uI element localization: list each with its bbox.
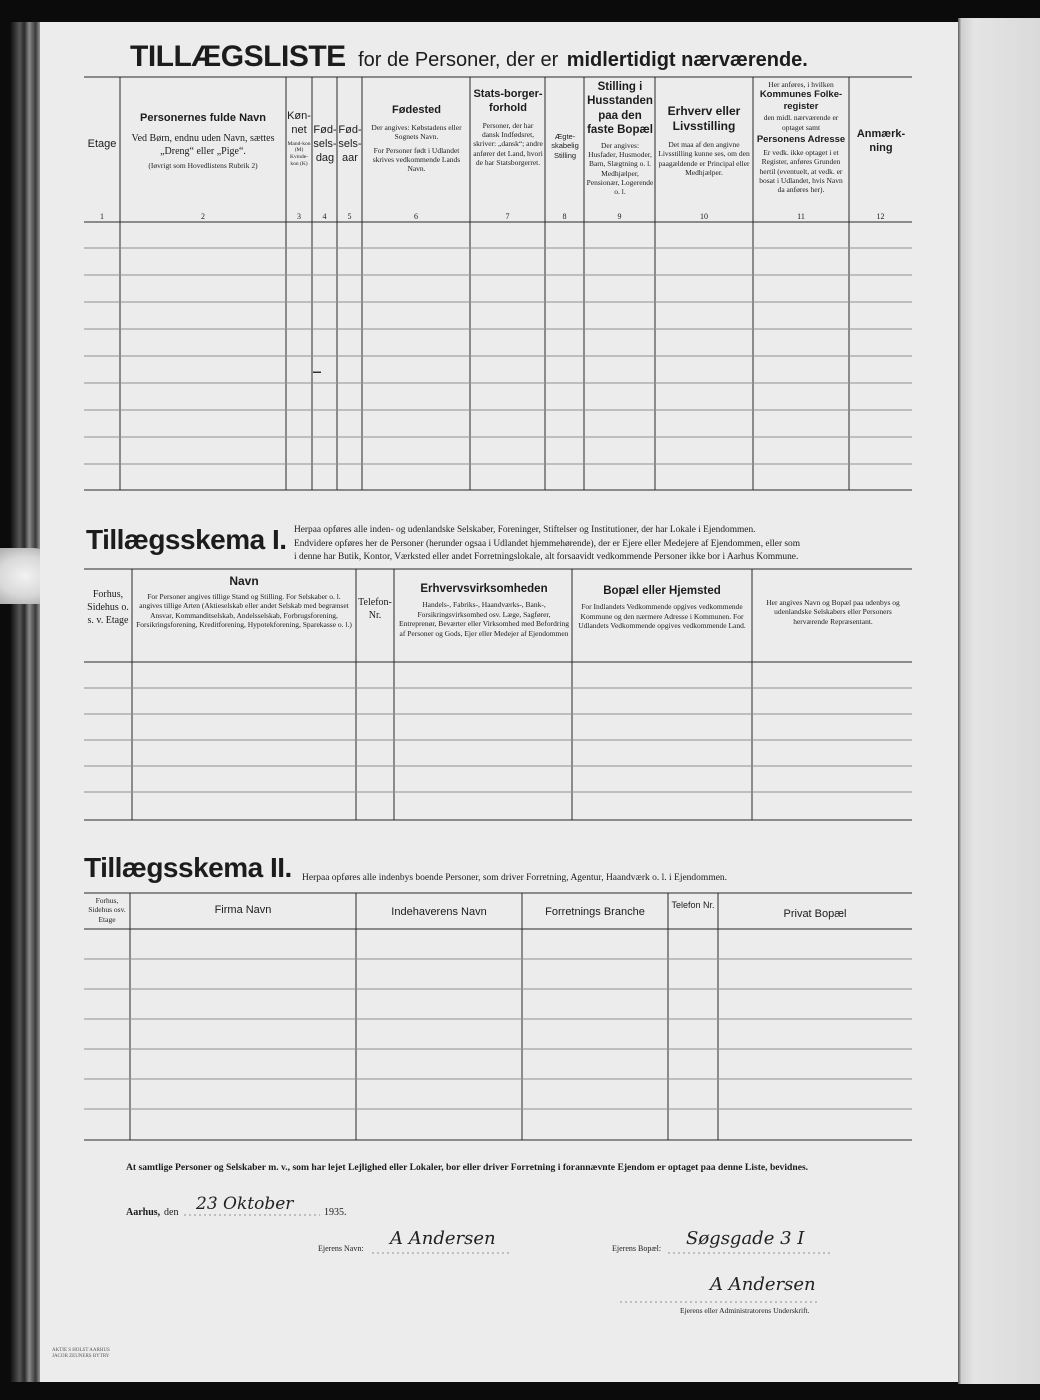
col-address-label: Personens Adresse: [756, 133, 846, 145]
form-grid-lines: [40, 22, 958, 1382]
col-citizenship-note: Personer, der har dansk Indfødsret, skriver: „dansk“; andre anfører det Land, hvori de har Statsborgerret.: [473, 120, 543, 167]
schema1-col-business-label: Erhvervsvirksomheden: [420, 583, 548, 595]
schema1-col-business: [398, 582, 570, 638]
col-num-10: 10: [700, 212, 708, 221]
schema2-col-etage: Forhus, Sidehus osv. Etage: [88, 896, 126, 924]
col-household-note: Der angives: Husfader, Husmoder, Barn, Slægtning o. l. Medhjælper, Pensionær, Logerende o. l.: [586, 140, 654, 197]
printer-mark: AKTIE S HOLST AARHUS JACOB ZEUNERS BYTRY: [52, 1348, 110, 1359]
col-num-9: 9: [617, 212, 622, 221]
col-address-header: [755, 80, 847, 195]
col-address-note: Er vedk. ikke optaget i et Register, anføres Grunden hertil (eventuelt, at vedk. er bosat i Udlandet, hvis Navn da anføres her).: [759, 147, 843, 195]
col-address-label-top: Kommunes Folke-register: [759, 89, 843, 113]
schema2-description: Herpaa opføres alle indenbys boende Personer, som driver Forretning, Agentur, Haandværk o. l. i Ejendommen.: [302, 873, 728, 883]
schema2-col-phone: Telefon Nr.: [671, 900, 715, 910]
col-num-7: 7: [505, 212, 510, 221]
col-birthplace-note: Der angives: Købstadens eller Sognets Navn.: [371, 122, 462, 142]
col-num-11: 11: [797, 212, 805, 221]
schema2-title: [84, 852, 292, 884]
schema1-col-name: [136, 574, 352, 630]
col-num-2: 2: [201, 212, 205, 221]
footer-den: den: [164, 1207, 179, 1218]
schema1-col-etage: Forhus, Sidehus o. s. v. Etage: [87, 589, 129, 626]
footer-signature-handwritten: A Andersen: [710, 1274, 816, 1295]
col-occupation-note: Det maa af den angivne Livsstilling kunne ses, om den paagældende er Principal eller Medhjælper.: [658, 140, 750, 178]
title-main: TILLÆGSLISTE: [130, 40, 346, 73]
col-birthday-header: Fød-sels-dag: [313, 124, 337, 164]
col-name-note2: (Iøvrigt som Hovedlistens Rubrik 2): [148, 160, 258, 170]
col-occupation-label: Erhverv eller Livsstilling: [667, 104, 741, 133]
col-birthplace-header: [365, 104, 468, 174]
schema2-col-private-address: Privat Bopæl: [783, 908, 847, 920]
col-num-8: 8: [562, 212, 567, 221]
footer-statement: At samtlige Personer og Selskaber m. v., som har lejet Lejlighed eller Lokaler, bor eller driver Forretning i forannævnte Ejendom er optaget paa denne Liste, bevidnes.: [126, 1162, 809, 1173]
col-address-note-top: Her anføres, i hvilken: [768, 80, 834, 89]
schema1-col-residence-note: For Indlandets Vedkommende opgives vedkommende Kommune og den nærmere Adresse i Kommunen. For Udlandets Vedkommende opgives vedkommende Land.: [578, 602, 746, 631]
form-page: [40, 22, 958, 1382]
schema1-desc-line1: Herpaa opføres alle inden- og udenlandske Selskaber, Foreninger, Stiftelser og Institutioner, der har Lokale i Ejendommen.: [294, 525, 756, 535]
right-page-edge: [958, 18, 1040, 1384]
col-household-label: Stilling i Husstanden paa den faste Bopæl: [587, 81, 653, 137]
col-num-5: 5: [347, 212, 352, 221]
schema1-title: [86, 524, 287, 556]
schema2-col-owner: Indehaverens Navn: [391, 906, 487, 918]
col-gender-note: Mand-kon (M) Kvinde-kon (K): [287, 140, 311, 168]
schema1-description: [294, 524, 914, 565]
footer-date-handwritten: 23 Oktober: [196, 1194, 294, 1214]
col-occupation-header: [658, 104, 750, 178]
schema2-col-firm: Firma Navn: [214, 904, 272, 916]
col-citizenship-header: [473, 88, 543, 167]
schema1-col-residence-label: Bopæl eller Hjemsted: [603, 585, 721, 597]
col-remarks-header: Anmærk-ning: [856, 128, 906, 154]
footer-city: Aarhus,: [126, 1207, 161, 1218]
col-household-header: [586, 80, 654, 197]
col-citizenship-label: Stats-borger-forhold: [473, 88, 543, 114]
col-birthplace-label: Fødested: [392, 104, 441, 116]
footer-owner-name-label: Ejerens Navn:: [318, 1244, 364, 1253]
book-spine: [10, 22, 42, 1382]
schema1-col-residence: [576, 584, 748, 631]
schema1-desc-line3: i denne har Butik, Kontor, Værksted eller andet Forretningslokale, alt forsaavidt vedkommende Personer ikke bor i Aarhus Kommune.: [294, 552, 799, 563]
schema1-col-name-note: For Personer angives tillige Stand og Stilling. For Selskaber o. l. angives tillige Arten (Aktieselskab eller andet Selskab med begrænset Ansvar, Kommanditselskab, Andelsselskab, Forbrugsforening, Forsikringsforening, Kreditforening, Hypotekforening, Sparekasse o. l.): [136, 592, 352, 630]
schema1-title-text: Tillægsskema I.: [86, 524, 287, 555]
schema1-col-business-note: Handels-, Fabriks-, Haandværks-, Bank-, Forsikringsvirksomhed osv. Læge, Sagfører, Entreprenør, Beværter eller Virksomhed med Befordring af Personer og Gods, Ejer eller Medejer af Ejendommen: [399, 600, 569, 638]
col-num-1: 1: [100, 212, 104, 221]
title-sub-a: for de Personer, der er: [358, 49, 559, 71]
footer-signature-label: Ejerens eller Administratorens Underskrift.: [680, 1306, 810, 1315]
col-name-header: [122, 112, 284, 170]
col-num-3: 3: [297, 212, 301, 221]
col-etage-header: Etage: [87, 138, 117, 150]
col-birthyear-header: Fød-sels-aar: [338, 124, 362, 164]
footer-owner-name-handwritten: A Andersen: [390, 1228, 496, 1249]
schema1-desc-line2: Endvidere opføres her de Personer (herunder ogsaa i Udlandet hjemmehørende), der er Ejere eller Medejere af Ejendommen, eller som: [294, 538, 801, 549]
footer-owner-address-handwritten: Søgsgade 3 I: [686, 1228, 805, 1249]
schema1-col-representative-note: Her angives Navn og Bopæl paa udenbys og udenlandske Selskabers eller Personers herværende Repræsentant.: [766, 598, 900, 626]
col-num-12: 12: [876, 212, 885, 221]
footer-owner-address-label: Ejerens Bopæl:: [612, 1244, 662, 1253]
schema1-col-phone: Telefon-Nr.: [358, 597, 392, 621]
schema2-col-branch: Forretnings Branche: [545, 906, 645, 918]
col-marital-header: Ægte-skabelig Stilling: [551, 132, 579, 160]
footer-year: 1935.: [324, 1207, 347, 1218]
schema2-title-text: Tillægsskema II.: [84, 852, 292, 883]
col-gender-label: Køn-net: [287, 110, 311, 136]
title-sub-b: midlertidigt nærværende.: [566, 49, 808, 71]
col-num-4: 4: [322, 212, 327, 221]
col-name-label: Personernes fulde Navn: [140, 112, 266, 124]
schema1-col-name-label: Navn: [229, 574, 259, 588]
col-name-note: Ved Børn, endnu uden Navn, sættes „Dreng“ eller „Pige“.: [131, 132, 275, 157]
col-birthplace-note2: For Personer født i Udlandet skrives vedkommende Lands Navn.: [372, 145, 461, 174]
col-num-6: 6: [414, 212, 418, 221]
col-address-note-mid: den midl. nærværende er optaget samt: [763, 113, 839, 132]
col-gender-header: [287, 110, 311, 168]
